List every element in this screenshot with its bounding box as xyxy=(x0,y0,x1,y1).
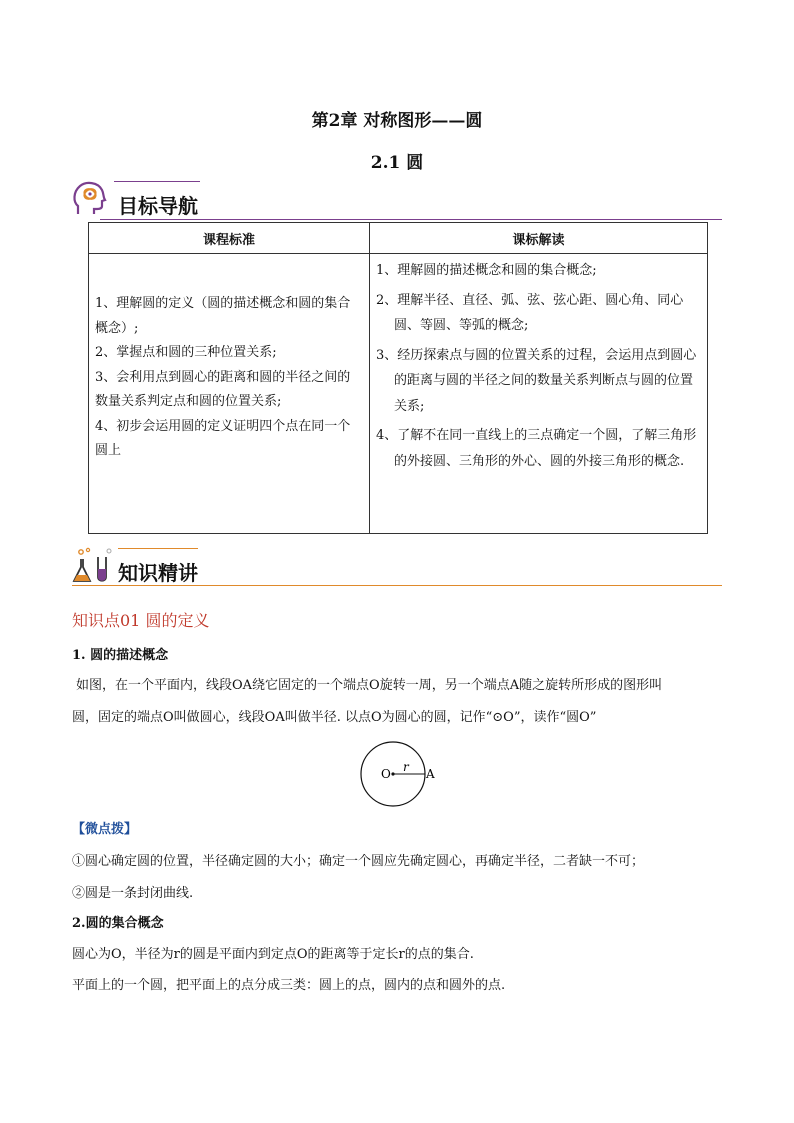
course-standard-table xyxy=(88,222,708,534)
tip-label: 【微点拨】 xyxy=(72,822,138,837)
list-item: 4、了解不在同一直线上的三点确定一个圆，了解三角形的外接圆、三角形的外心、圆的外接三角形的概念. xyxy=(376,428,697,469)
sub1-paragraph-line2: 圆，固定的端点O叫做圆心，线段OA叫做半径. 以点O为圆心的圆，记作“⊙O”，读作“圆O” xyxy=(72,710,597,725)
sub2-paragraph-1: 圆心为O，半径为r的圆是平面内到定点O的距离等于定长r的点的集合. xyxy=(72,947,474,962)
section-header-goals xyxy=(72,178,722,222)
center-label: O xyxy=(381,767,391,781)
tip-item-1: ①圆心确定圆的位置，半径确定圆的大小；确定一个圆应先确定圆心，再确定半径，二者缺一不可； xyxy=(72,854,645,869)
sub2-title: 2.圆的集合概念 xyxy=(72,916,164,931)
goals-label: 目标导航 xyxy=(118,194,198,218)
point-label: A xyxy=(426,767,435,781)
table-header-row xyxy=(89,223,708,254)
list-item: 2、掌握点和圆的三种位置关系; xyxy=(95,345,277,360)
brain-head-icon xyxy=(72,180,108,218)
center-point xyxy=(391,772,394,775)
list-item: 1、理解圆的定义（圆的描述概念和圆的集合概念）; xyxy=(95,296,351,336)
sub1-title: 1. 圆的描述概念 xyxy=(72,648,169,663)
interpretation-cell xyxy=(370,254,708,534)
knowledge-rule xyxy=(72,585,722,586)
list-item: 2、理解半径、直径、弧、弦、弦心距、圆心角、同心圆、等圆、等弧的概念; xyxy=(376,292,684,333)
table-header-interpretation: 课标解读 xyxy=(370,223,708,254)
section-header-knowledge xyxy=(72,545,722,589)
list-item: 3、会利用点到圆心的距离和圆的半径之间的数量关系判定点和圆的位置关系; xyxy=(95,369,351,409)
sub2-paragraph-2: 平面上的一个圆，把平面上的点分成三类：圆上的点，圆内的点和圆外的点. xyxy=(72,978,506,993)
circle-figure xyxy=(355,740,445,808)
table-header-standard: 课程标准 xyxy=(89,223,370,254)
list-item: 3、经历探索点与圆的位置关系的过程，会运用点到圆心的距离与圆的半径之间的数量关系判断点与圆的位置关系; xyxy=(376,347,697,414)
goals-rule xyxy=(100,219,722,220)
knowledge-deco-line xyxy=(118,548,198,549)
knowledge-label: 知识精讲 xyxy=(118,561,198,585)
list-item: 4、初步会运用圆的定义证明四个点在同一个圆上 xyxy=(95,418,351,458)
lab-flask-icon xyxy=(72,547,112,585)
section-title: 2.1 圆 xyxy=(370,153,424,173)
tip-item-2: ②圆是一条封闭曲线. xyxy=(72,886,194,901)
standard-cell xyxy=(89,254,370,534)
knowledge-point-title: 知识点01 圆的定义 xyxy=(72,611,210,630)
table-row xyxy=(89,254,708,534)
goals-deco-line xyxy=(114,181,200,182)
radius-label: r xyxy=(403,760,409,774)
chapter-title: 第2章 对称图形——圆 xyxy=(311,111,483,131)
sub1-paragraph-line1: 如图，在一个平面内，线段OA绕它固定的一个端点O旋转一周，另一个端点A随之旋转所形成的图形叫 xyxy=(76,678,663,693)
list-item: 1、理解圆的描述概念和圆的集合概念; xyxy=(376,263,597,278)
